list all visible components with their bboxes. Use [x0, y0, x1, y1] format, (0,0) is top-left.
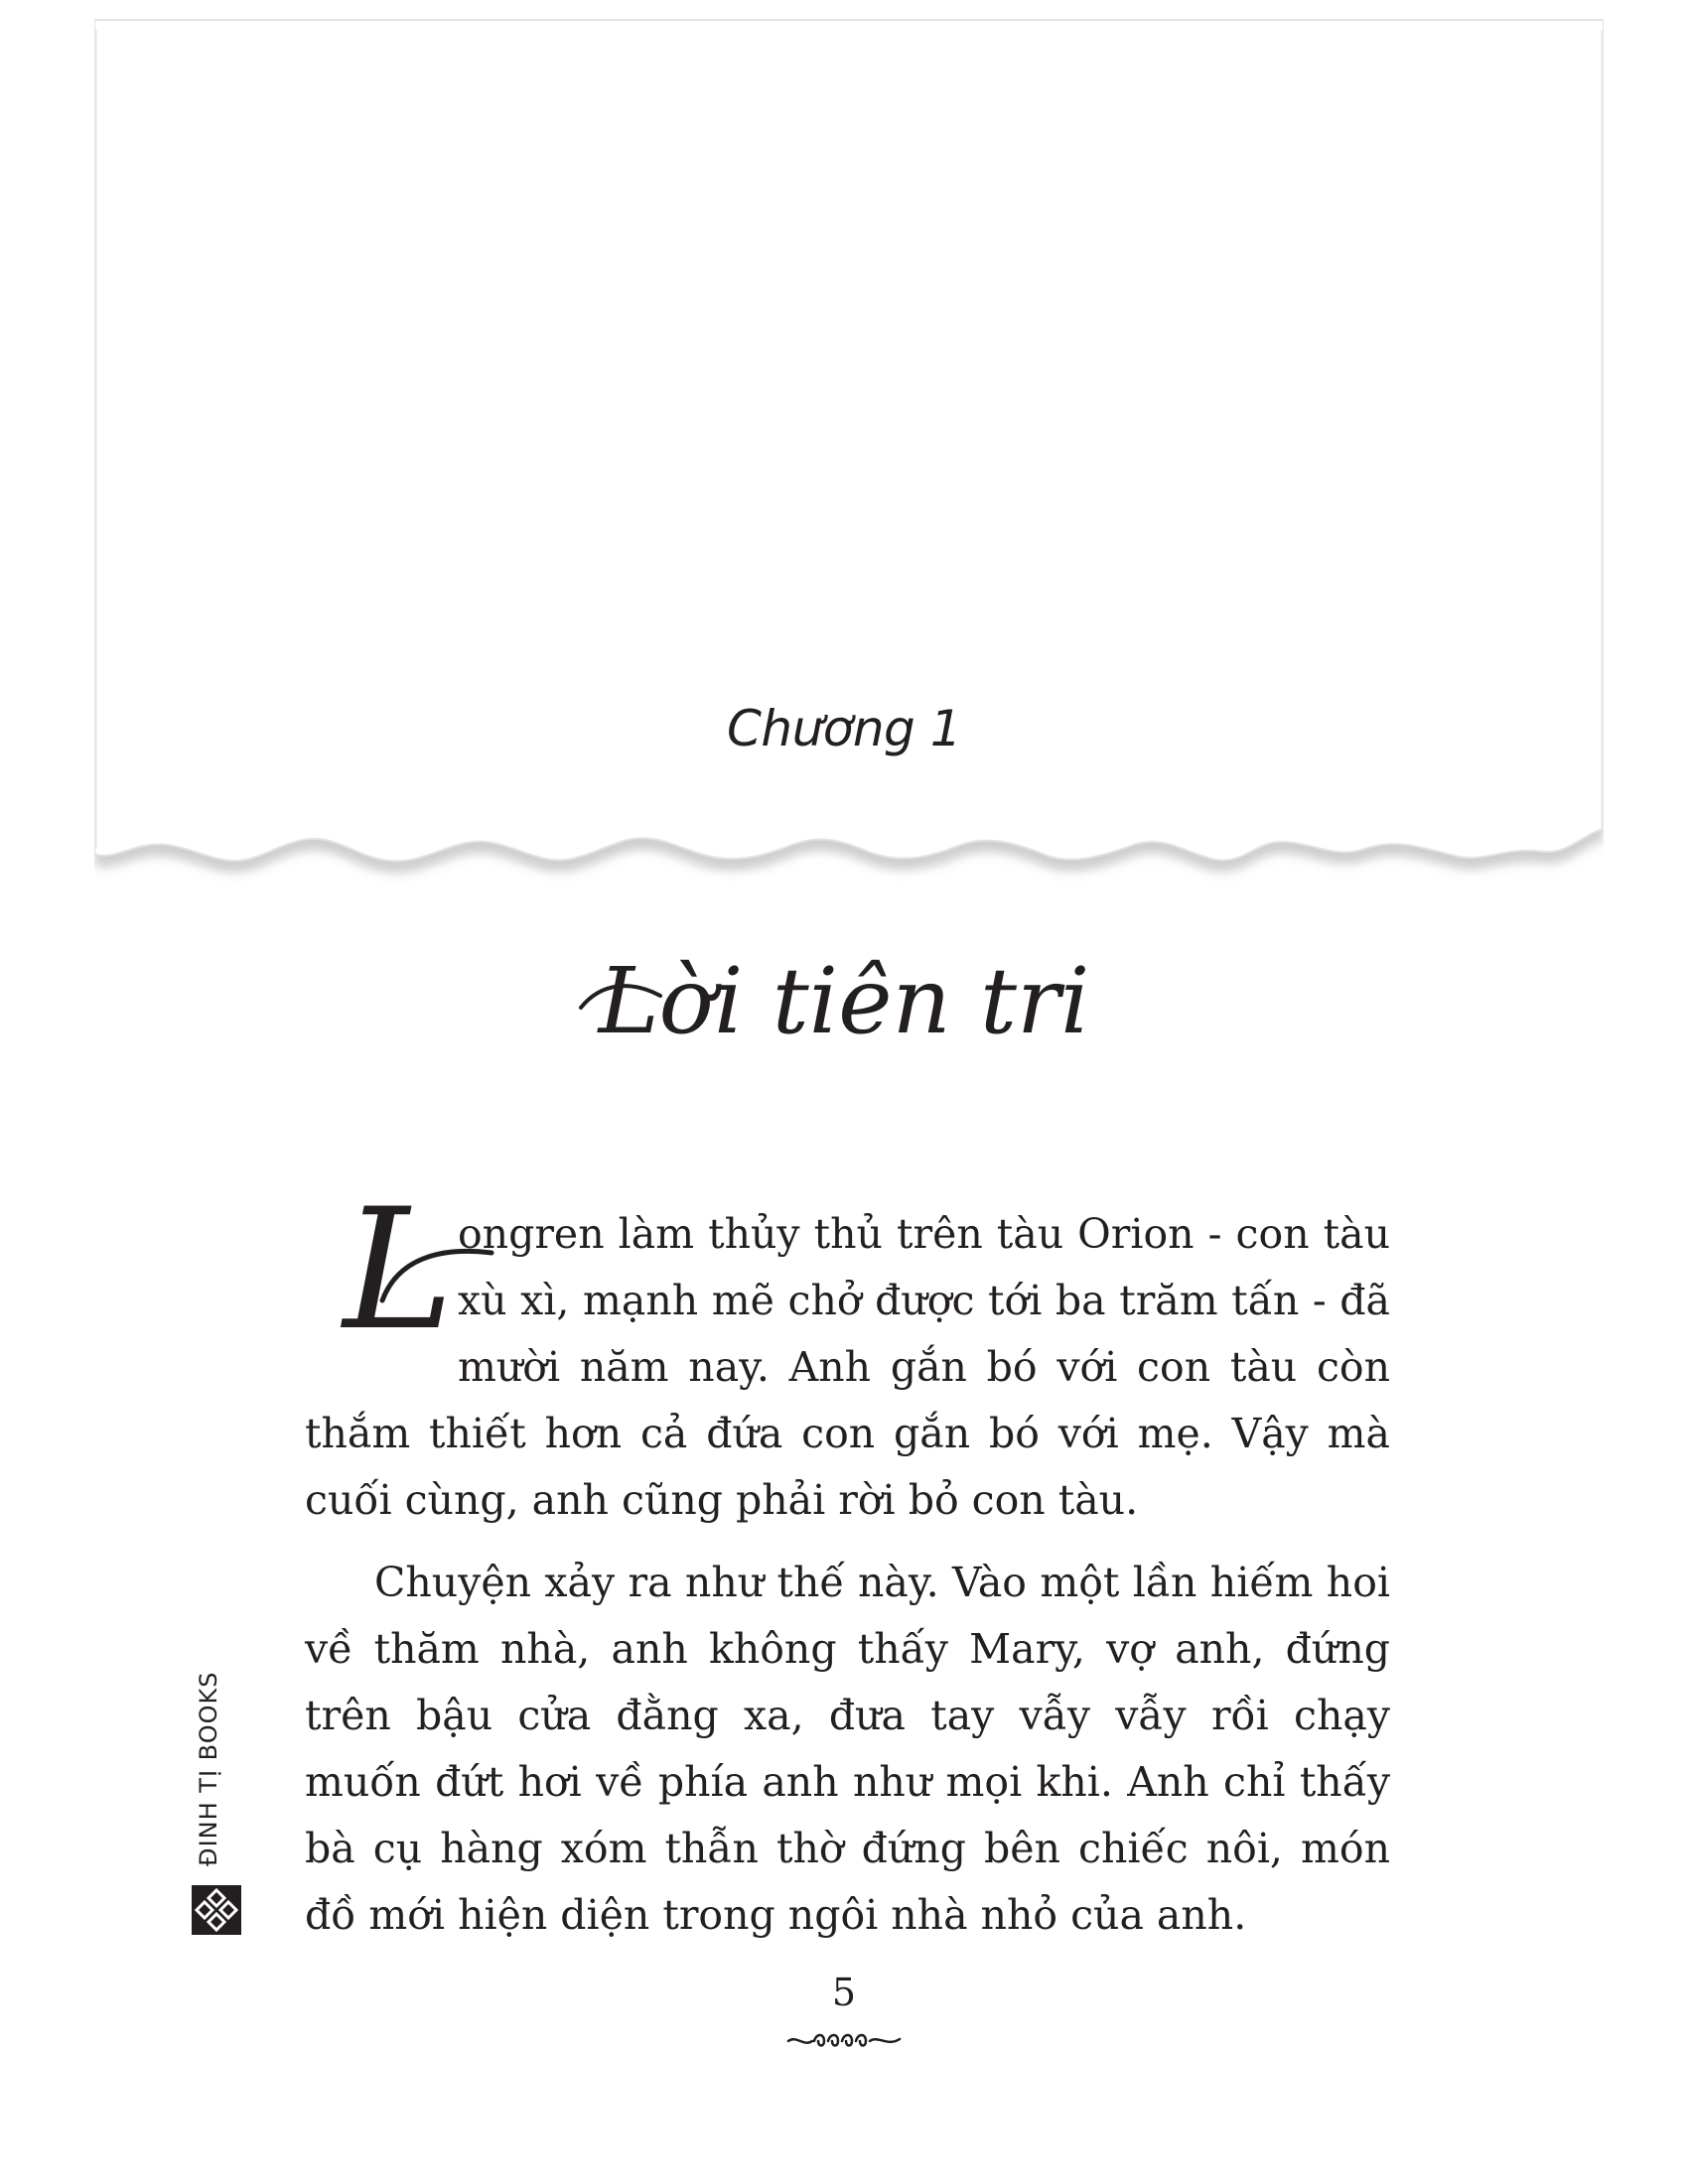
torn-paper-header — [94, 0, 1604, 893]
paragraph-1-text: ongren làm thủy thủ trên tàu Orion - con tàu xù xì, mạnh mẽ chở được tới ba trăm tấn - đã mười năm nay. Anh gắn bó với con tàu còn thắm thiết hơn cả đứa con gắn bó với mẹ. Vậy mà cuối cùng, anh cũng phải rời bỏ con tàu. — [305, 1210, 1390, 1524]
chapter-label: Chương 1 — [726, 700, 961, 757]
body-text — [305, 1172, 1390, 1965]
page-ornament-icon — [784, 2027, 904, 2057]
publisher-logo-icon — [191, 1884, 242, 1936]
publisher-name: ĐINH TỊ BOOKS — [195, 1671, 222, 1866]
page-number: 5 — [831, 1971, 857, 2014]
paragraph-1 — [305, 1172, 1390, 1534]
publisher-mark — [191, 1671, 250, 1936]
drop-cap: L — [343, 1172, 454, 1367]
paragraph-2: Chuyện xảy ra như thế này. Vào một lần hiếm hoi về thăm nhà, anh không thấy Mary, vợ anh, đứng trên bậu cửa đằng xa, đưa tay vẫy vẫy rồi chạy muốn đứt hơi về phía anh như mọi khi. Anh chỉ thấy bà cụ hàng xóm thẫn thờ đứng bên chiếc nôi, món đồ mới hiện diện trong ngôi nhà nhỏ của anh. — [305, 1559, 1390, 1939]
chapter-title: Lời tiên tri — [598, 948, 1090, 1054]
torn-paper-shape — [94, 0, 1604, 893]
